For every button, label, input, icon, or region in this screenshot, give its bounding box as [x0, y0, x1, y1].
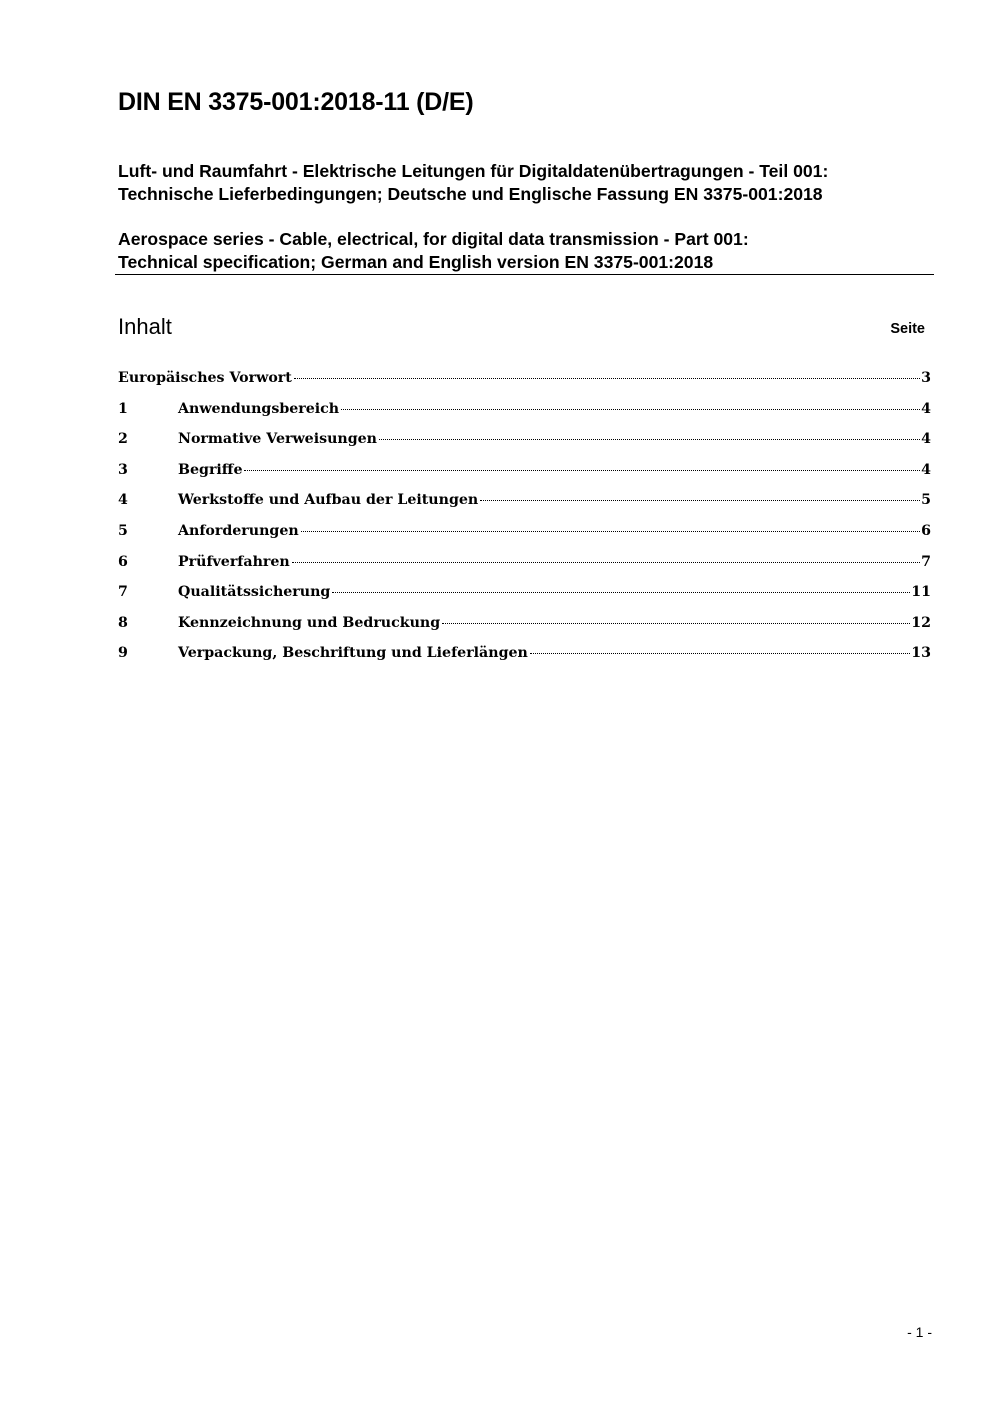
- toc-entry-text: Anforderungen: [178, 522, 299, 539]
- page-number: - 1 -: [907, 1324, 932, 1340]
- toc-entry-page: 4: [921, 400, 931, 417]
- toc-entry-number: 9: [118, 645, 128, 662]
- subtitle-english: [118, 228, 749, 274]
- toc-entry-text: Begriffe: [178, 461, 243, 478]
- toc-entry-page: 7: [921, 553, 931, 570]
- toc-entry-page: 13: [911, 645, 931, 662]
- subtitle-german: [118, 160, 828, 206]
- toc-dot-leader: [332, 591, 910, 593]
- toc-entry-page: 4: [921, 431, 931, 448]
- toc-entry-5[interactable]: [118, 523, 931, 554]
- toc-dot-leader: [292, 561, 920, 563]
- toc-dot-leader: [244, 469, 920, 471]
- toc-entry-page: 6: [921, 522, 931, 539]
- toc-entry-text: Europäisches Vorwort: [118, 370, 292, 386]
- toc-entry-text: Qualitätssicherung: [178, 584, 331, 601]
- toc-entry-number: 4: [118, 492, 128, 509]
- toc-entry-number: 3: [118, 461, 128, 478]
- subtitle-english-line1: Aerospace series - Cable, electrical, for digital data transmission - Part 001:: [118, 229, 749, 249]
- toc-entry-foreword[interactable]: [118, 370, 931, 401]
- toc-entry-number: 1: [118, 400, 128, 417]
- toc-entry-number: 2: [118, 431, 128, 448]
- toc-entry-number: 5: [118, 522, 128, 539]
- document-title: DIN EN 3375-001:2018-11 (D/E): [118, 88, 474, 116]
- toc-entry-text: Normative Verweisungen: [178, 431, 377, 448]
- toc-heading: Inhalt: [118, 314, 172, 339]
- toc-dot-leader: [379, 438, 920, 440]
- toc-entry-2[interactable]: [118, 431, 931, 462]
- toc-entry-6[interactable]: [118, 554, 931, 585]
- toc-entry-text: Werkstoffe und Aufbau der Leitungen: [178, 492, 479, 509]
- subtitle-english-line2: Technical specification; German and English version EN 3375-001:2018: [118, 252, 714, 272]
- table-of-contents: [118, 370, 931, 676]
- toc-dot-leader: [442, 622, 910, 624]
- toc-dot-leader: [480, 499, 920, 501]
- toc-entry-4[interactable]: [118, 492, 931, 523]
- header-rule: [115, 274, 934, 275]
- toc-entry-text: Verpackung, Beschriftung und Lieferlängen: [178, 645, 528, 662]
- toc-entry-number: 7: [118, 584, 128, 601]
- toc-entry-7[interactable]: [118, 584, 931, 615]
- toc-entry-text: Kennzeichnung und Bedruckung: [178, 614, 441, 631]
- toc-entry-9[interactable]: [118, 645, 931, 676]
- toc-entry-text: Prüfverfahren: [178, 553, 290, 570]
- toc-entry-number: 8: [118, 614, 128, 631]
- subtitle-german-line2: Technische Lieferbedingungen; Deutsche und Englische Fassung EN 3375-001:2018: [118, 184, 823, 204]
- toc-entry-number: 6: [118, 553, 128, 570]
- subtitle-german-line1: Luft- und Raumfahrt - Elektrische Leitungen für Digitaldatenübertragungen - Teil 001:: [118, 161, 829, 181]
- toc-page-column-label: Seite: [890, 321, 925, 337]
- toc-entry-page: 4: [921, 461, 931, 478]
- toc-dot-leader: [341, 408, 920, 410]
- toc-entry-1[interactable]: [118, 401, 931, 432]
- toc-dot-leader: [530, 652, 910, 654]
- toc-entry-3[interactable]: [118, 462, 931, 493]
- toc-entry-8[interactable]: [118, 615, 931, 646]
- toc-entry-page: 12: [911, 614, 931, 631]
- toc-dot-leader: [301, 530, 920, 532]
- toc-entry-text: Anwendungsbereich: [178, 400, 340, 417]
- toc-dot-leader: [294, 377, 920, 379]
- toc-entry-page: 11: [911, 584, 931, 601]
- toc-entry-page: 5: [921, 492, 931, 509]
- toc-entry-page: 3: [921, 370, 931, 386]
